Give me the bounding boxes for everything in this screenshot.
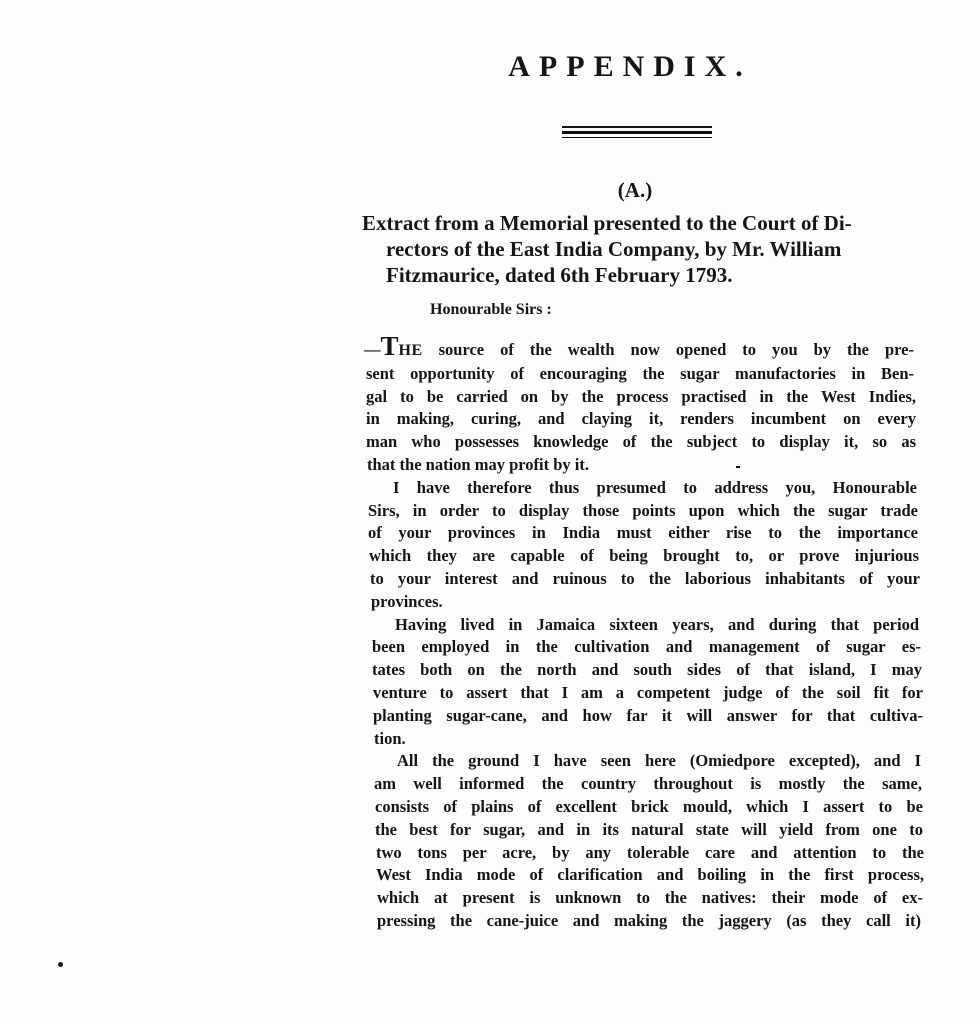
opening-dash: —	[364, 340, 381, 359]
text-line: pressing the cane-juice and making the jaggery (as they call it)	[377, 910, 921, 930]
opening-line	[364, 331, 914, 363]
section-label: (A.)	[617, 178, 653, 202]
small-caps-text: HE	[398, 342, 423, 359]
text-line: planting sugar-cane, and how far it will answer for that cultiva-	[373, 705, 923, 725]
title-line: rectors of the East India Company, by Mr. William	[386, 237, 842, 261]
scan-speck	[58, 962, 63, 967]
opening-text: source of the wealth now opened to you by the pre-	[422, 340, 914, 359]
title-line: Extract from a Memorial presented to the Court of Di-	[362, 211, 852, 235]
text-line: consists of plains of excellent brick mould, which I assert to be	[375, 796, 923, 816]
text-line: All the ground I have seen here (Omiedpore excepted), and I	[397, 751, 921, 771]
text-line: of your provinces in India must either rise to the importance	[368, 523, 918, 543]
text-line: gal to be carried on by the process practised in the West Indies,	[366, 386, 916, 406]
text-line: Sirs, in order to display those points upon which the sugar trade	[368, 500, 918, 520]
text-line: the best for sugar, and in its natural state will yield from one to	[375, 819, 923, 839]
text-line: which they are capable of being brought to, or prove injurious	[369, 546, 919, 566]
text-line: that the nation may profit by it.	[367, 454, 589, 474]
text-line: venture to assert that I am a competent judge of the soil fit for	[373, 682, 923, 702]
text-line: sent opportunity of encouraging the sugar manufactories in Ben-	[366, 363, 914, 383]
text-line: which at present is unknown to the natives: their mode of ex-	[377, 888, 923, 908]
text-line: been employed in the cultivation and management of sugar es-	[372, 637, 921, 657]
text-line: two tons per acre, by any tolerable care and attention to the	[376, 842, 924, 862]
extract-title	[362, 210, 922, 288]
scan-speck	[736, 466, 740, 468]
appendix-heading: APPENDIX.	[508, 50, 752, 83]
text-line: provinces.	[371, 591, 443, 611]
text-line: tion.	[374, 728, 406, 748]
decorative-rule-bottom	[562, 137, 712, 138]
text-line: am well informed the country throughout is mostly the same,	[374, 774, 922, 794]
title-line: Fitzmaurice, dated 6th February 1793.	[386, 263, 733, 287]
decorative-rule-middle	[562, 131, 712, 134]
memorial-body	[364, 331, 926, 933]
decorative-rule-top	[562, 126, 712, 128]
text-line: man who possesses knowledge of the subject to display it, so as	[366, 432, 916, 452]
text-line: tates both on the north and south sides of that island, I may	[372, 660, 922, 680]
text-line: Having lived in Jamaica sixteen years, and during that period	[395, 614, 919, 634]
text-line: West India mode of clarification and boiling in the first process,	[376, 865, 924, 885]
salutation: Honourable Sirs :	[430, 301, 552, 318]
text-line: to your interest and ruinous to the laborious inhabitants of your	[370, 568, 920, 588]
text-line: in making, curing, and claying it, renders incumbent on every	[366, 409, 916, 429]
drop-cap-letter: T	[380, 331, 399, 361]
text-line: I have therefore thus presumed to address you, Honourable	[393, 477, 917, 497]
